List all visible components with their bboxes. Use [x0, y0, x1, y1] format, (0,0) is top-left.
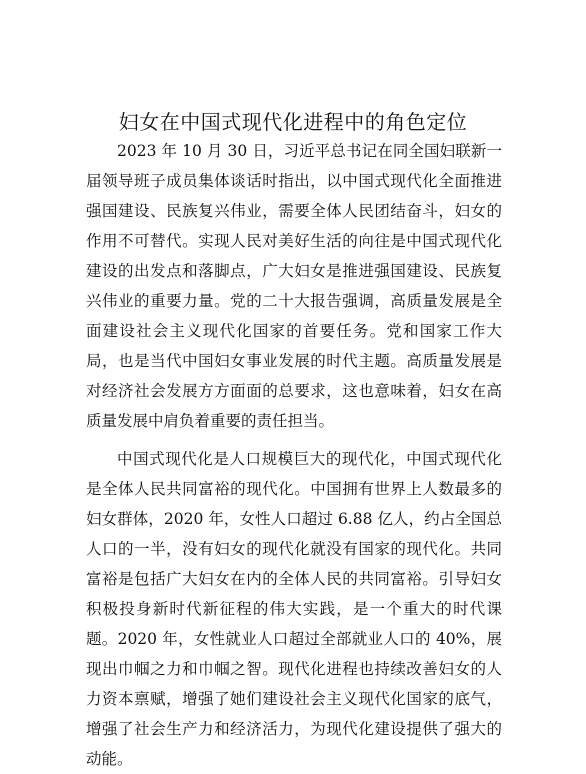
paragraph-2: 中国式现代化是人口规模巨大的现代化，中国式现代化是全体人民共同富裕的现代化。中国拥有世界上人数最多的妇女群体，2020 年，女性人口超过 6.88 亿人，约占全国总人口的一半，没有妇女的现代化就没有国家的现代化。共同富裕是包括广大妇女在内的全体人民的共同富裕。引导妇女积极投身新时代新征程的伟大实践，是一个重大的时代课题。2020 年，女性就业人口超过全部就业人口的 40%，展现出巾帼之力和巾帼之智。现代化进程也持续改善妇女的人力资本禀赋，增强了她们建设社会主义现代化国家的底气，增强了社会生产力和经济活力，为现代化建设提供了强大的动能。	[86, 450, 502, 768]
document-body	[86, 136, 502, 774]
document-title: 妇女在中国式现代化进程中的角色定位	[118, 110, 468, 135]
paragraph-1: 2023 年 10 月 30 日，习近平总书记在同全国妇联新一届领导班子成员集体谈话时指出，以中国式现代化全面推进强国建设、民族复兴伟业，需要全体人民团结奋斗，妇女的作用不可替代。实现人民对美好生活的向往是中国式现代化建设的出发点和落脚点，广大妇女是推进强国建设、民族复兴伟业的重要力量。党的二十大报告强调，高质量发展是全面建设社会主义现代化国家的首要任务。党和国家工作大局，也是当代中国妇女事业发展的时代主题。高质量发展是对经济社会发展方方面面的总要求，这也意味着，妇女在高质量发展中肩负着重要的责任担当。	[86, 142, 502, 430]
